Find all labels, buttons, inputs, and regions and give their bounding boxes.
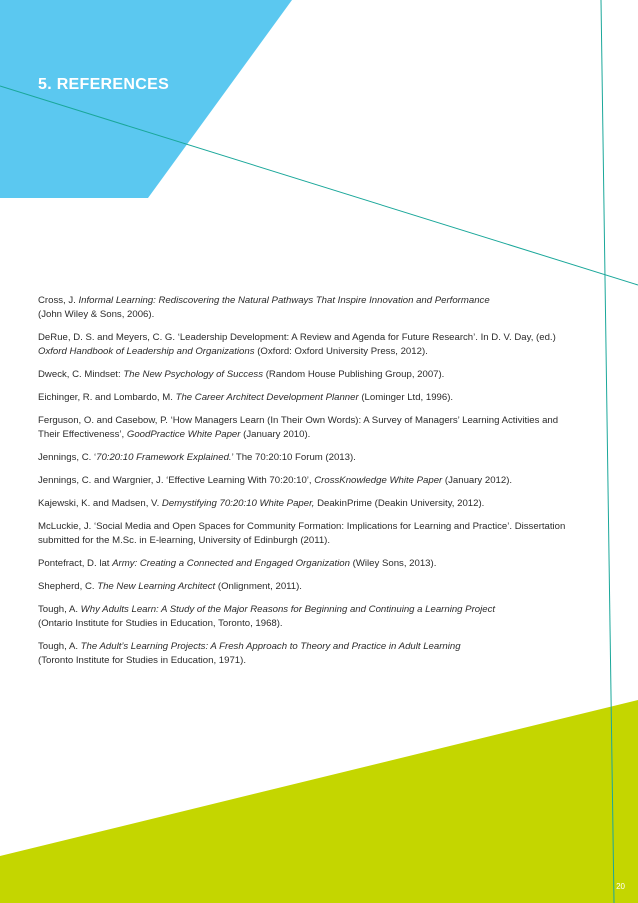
page-number: 20 [616,882,625,891]
reference-title-text: 70:20:10 Framework Explained. [96,452,232,463]
reference-entry [38,640,608,668]
reference-text: (Lominger Ltd, 1996). [358,392,454,403]
lime-bottom-shape [0,700,638,903]
reference-line [38,428,608,442]
reference-text: Their Effectiveness’, [38,429,127,440]
reference-title-text: GoodPractice White Paper [126,429,241,440]
reference-entry [38,391,608,405]
reference-line [38,368,608,382]
reference-text: (John Wiley & Sons, 2006). [38,309,155,320]
reference-text: DeRue, D. S. and Meyers, C. G. ‘Leadership Development: A Review and Agenda for Future Research’. In D. V. Day, (ed.) [38,332,556,343]
reference-line [38,294,608,308]
reference-text: Shepherd, C. [38,581,98,592]
reference-entry [38,331,608,359]
reference-line [38,654,608,668]
reference-line [38,520,608,534]
reference-text: submitted for the M.Sc. in E-learning, University of Edinburgh (2011). [38,535,331,546]
reference-text: Ferguson, O. and Casebow, P. ‘How Managers Learn (In Their Own Words): A Survey of Managers’ Learning Activities and [38,415,559,426]
reference-text: McLuckie, J. ‘Social Media and Open Spaces for Community Formation: Implications for Learning and Practice’. Dissertation [38,521,566,532]
reference-entry [38,557,608,571]
reference-line [38,331,608,345]
reference-entry [38,497,608,511]
reference-line [38,534,608,548]
reference-line [38,497,608,511]
reference-entry [38,294,608,322]
reference-text: (Wiley Sons, 2013). [349,558,437,569]
reference-line [38,414,608,428]
reference-text: (January 2012). [442,475,513,486]
reference-line [38,617,608,631]
reference-text: (Oxford: Oxford University Press, 2012). [254,346,428,357]
reference-line [38,603,608,617]
reference-title-text: Informal Learning: Rediscovering the Natural Pathways That Inspire Innovation and Performance [78,295,490,306]
reference-line [38,557,608,571]
reference-title-text: Why Adults Learn: A Study of the Major Reasons for Beginning and Continuing a Learning Project [80,604,496,615]
reference-entry [38,451,608,465]
reference-title-text: Oxford Handbook of Leadership and Organizations [38,346,255,357]
reference-entry [38,414,608,442]
reference-title-text: Army: Creating a Connected and Engaged Organization [112,558,350,569]
reference-entry [38,603,608,631]
reference-text: (Random House Publishing Group, 2007). [263,369,445,380]
reference-text: ’ The 70:20:10 Forum (2013). [231,452,356,463]
reference-title-text: The New Learning Architect [97,581,216,592]
reference-line [38,580,608,594]
reference-line [38,308,608,322]
reference-list [38,294,608,677]
reference-title-text: The New Psychology of Success [123,369,264,380]
section-title: 5. REFERENCES [38,76,170,93]
reference-text: Cross, J. [38,295,79,306]
reference-text: Jennings, C. ‘ [38,452,97,463]
reference-text: Pontefract, D. lat [38,558,113,569]
reference-text: Dweck, C. Mindset: [38,369,124,380]
reference-entry [38,368,608,382]
reference-text: DeakinPrime (Deakin University, 2012). [314,498,485,509]
reference-text: Jennings, C. and Wargnier, J. ‘Effective Learning With 70:20:10’, [38,475,315,486]
reference-line [38,345,608,359]
reference-line [38,451,608,465]
blue-corner-shape [0,0,292,198]
reference-text: (Onlignment, 2011). [215,581,302,592]
reference-title-text: CrossKnowledge White Paper [314,475,443,486]
reference-line [38,391,608,405]
reference-text: Eichinger, R. and Lombardo, M. [38,392,176,403]
reference-text: Tough, A. [38,604,81,615]
reference-title-text: The Career Architect Development Planner [175,392,359,403]
reference-entry [38,474,608,488]
reference-text: (January 2010). [240,429,311,440]
reference-text: Tough, A. [38,641,81,652]
reference-entry [38,580,608,594]
reference-text: (Toronto Institute for Studies in Education, 1971). [38,655,246,666]
reference-title-text: Demystifying 70:20:10 White Paper, [161,498,315,509]
reference-text: Kajewski, K. and Madsen, V. [38,498,162,509]
reference-text: (Ontario Institute for Studies in Education, Toronto, 1968). [38,618,283,629]
reference-line [38,474,608,488]
reference-line [38,640,608,654]
reference-title-text: The Adult’s Learning Projects: A Fresh Approach to Theory and Practice in Adult Learning [80,641,461,652]
reference-entry [38,520,608,548]
